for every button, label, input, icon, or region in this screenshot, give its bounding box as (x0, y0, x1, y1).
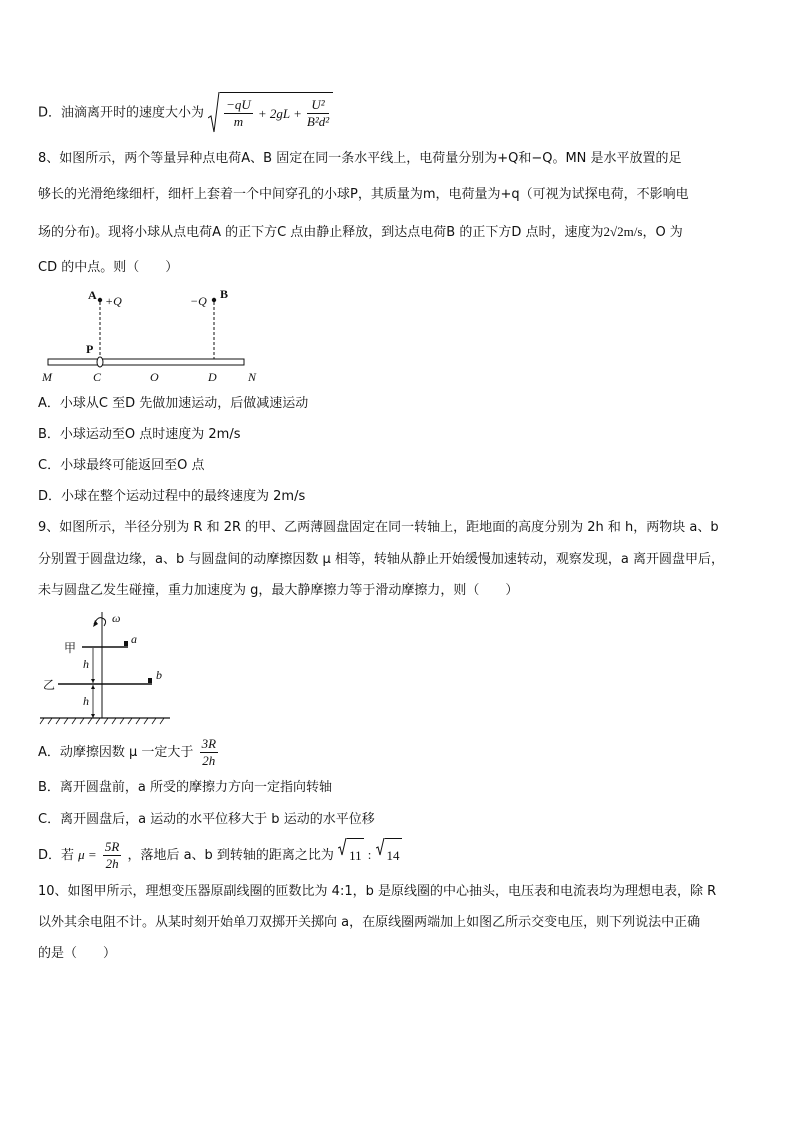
label-b: B (220, 287, 229, 301)
label-o: O (150, 370, 159, 384)
q7-fraction-1: $\frac{-qU}{m}$ (226, 97, 251, 129)
q8-option-c: C．小球最终可能返回至O 点 (38, 458, 205, 473)
sqrt-icon (376, 838, 385, 856)
q8-stem-line-3: 场的分布)。现将小球从点电荷A 的正下方C 点由静止释放，到达点电荷B 的正下方D 点时，速度为2√2m/s，O 为 (38, 224, 683, 240)
q9-option-b: B．离开圆盘前，a 所受的摩擦力方向一定指向转轴 (38, 780, 333, 795)
q8-speed-value: 2√2m/s (603, 224, 643, 239)
q9-stem-line-3: 未与圆盘乙发生碰撞，重力加速度为 g，最大静摩擦力等于滑动摩擦力，则（ ） (38, 583, 519, 598)
q9-option-c: C．离开圆盘后，a 运动的水平位移大于 b 运动的水平位移 (38, 812, 375, 827)
label-b: b (156, 668, 162, 682)
q8-stem-line-2: 够长的光滑绝缘细杆，细杆上套着一个中间穿孔的小球P，其质量为m，电荷量为+q（可视为试探电荷，不影响电 (38, 187, 689, 202)
q9-option-d: D．若 μ = $\frac{5R}{2h}$ ，落地后 a、b 到转轴的距离之比为 11 : 14 (38, 839, 400, 871)
q7-sqrt-expression: $\frac{-qU}{m}$ + 2gL + $\frac{\text{U²}}{\text{B²d²}}$ (208, 92, 333, 134)
q9-stem-line-2: 分别置于圆盘边缘，a、b 与圆盘间的动摩擦因数 μ 相等，转轴从静止开始缓慢加速转动，观察发现，a 离开圆盘甲后， (38, 552, 724, 567)
q7-fraction-2: $\frac{\text{U²}}{\text{B²d²}}$ (306, 97, 330, 129)
label-p: P (86, 342, 94, 356)
q9-option-a-fraction: $\frac{3R}{2h}$ (201, 736, 217, 768)
q8-charge-rod-figure (38, 285, 268, 385)
q8-option-d: D．小球在整个运动过程中的最终速度为 2m/s (38, 489, 306, 504)
q9-option-a: A．动摩擦因数 μ 一定大于 $\frac{3R}{2h}$ (38, 736, 217, 768)
charge-a-dot (98, 298, 102, 302)
label-h1: h (83, 657, 89, 671)
q9-option-d-fraction: $\frac{5R}{2h}$ (104, 839, 120, 871)
q9-stem-line-1: 9、如图所示，半径分别为 R 和 2R 的甲、乙两薄圆盘固定在同一转轴上，距地面的高度分别为 2h 和 h，两物块 a、b (38, 520, 719, 535)
label-jia: 甲 (64, 641, 77, 655)
q9-rotating-discs-figure (38, 610, 178, 730)
ball-p (97, 357, 103, 367)
q8-option-a: A．小球从C 至D 先做加速运动，后做减速运动 (38, 396, 309, 411)
block-b (148, 678, 152, 683)
label-minus-q: −Q (190, 294, 207, 308)
ground-hatch (40, 718, 164, 724)
charge-b-dot (212, 298, 216, 302)
label-a: a (131, 632, 137, 646)
label-d: D (208, 370, 217, 384)
q8-stem-line-1: 8、如图所示，两个等量异种点电荷A、B 固定在同一条水平线上，电荷量分别为+Q和−Q。MN 是水平放置的足 (38, 151, 682, 166)
q10-stem-line-2: 以外其余电阻不计。从某时刻开始单刀双掷开关掷向 a，在原线圈两端加上如图乙所示交变电压，则下列说法中正确 (38, 915, 701, 930)
rod-mn (48, 359, 244, 365)
q10-stem-line-1: 10、如图甲所示，理想变压器原副线圈的匝数比为 4:1，b 是原线圈的中心抽头，电压表和电流表均为理想电表，除 R (38, 884, 717, 899)
q7-option-d (38, 92, 333, 134)
q7-option-d-prefix: D．油滴离开时的速度大小为 (38, 105, 205, 121)
label-a: A (88, 288, 97, 302)
label-m: M (42, 370, 52, 384)
sqrt-icon (338, 838, 347, 856)
label-plus-q: +Q (105, 294, 122, 308)
block-a (124, 641, 128, 646)
label-n: N (248, 370, 257, 384)
label-h2: h (83, 694, 89, 708)
q9-sqrt-11: 11 (338, 838, 364, 873)
sqrt-icon (208, 92, 220, 134)
label-yi: 乙 (43, 678, 56, 692)
q10-stem-line-3: 的是（ ） (38, 946, 117, 961)
q8-stem-line-4: CD 的中点。则（ ） (38, 260, 179, 275)
q8-option-b: B．小球运动至O 点时速度为 2m/s (38, 427, 241, 442)
label-omega: ω (112, 611, 121, 625)
q9-sqrt-14: 14 (376, 838, 402, 873)
label-c: C (93, 370, 102, 384)
